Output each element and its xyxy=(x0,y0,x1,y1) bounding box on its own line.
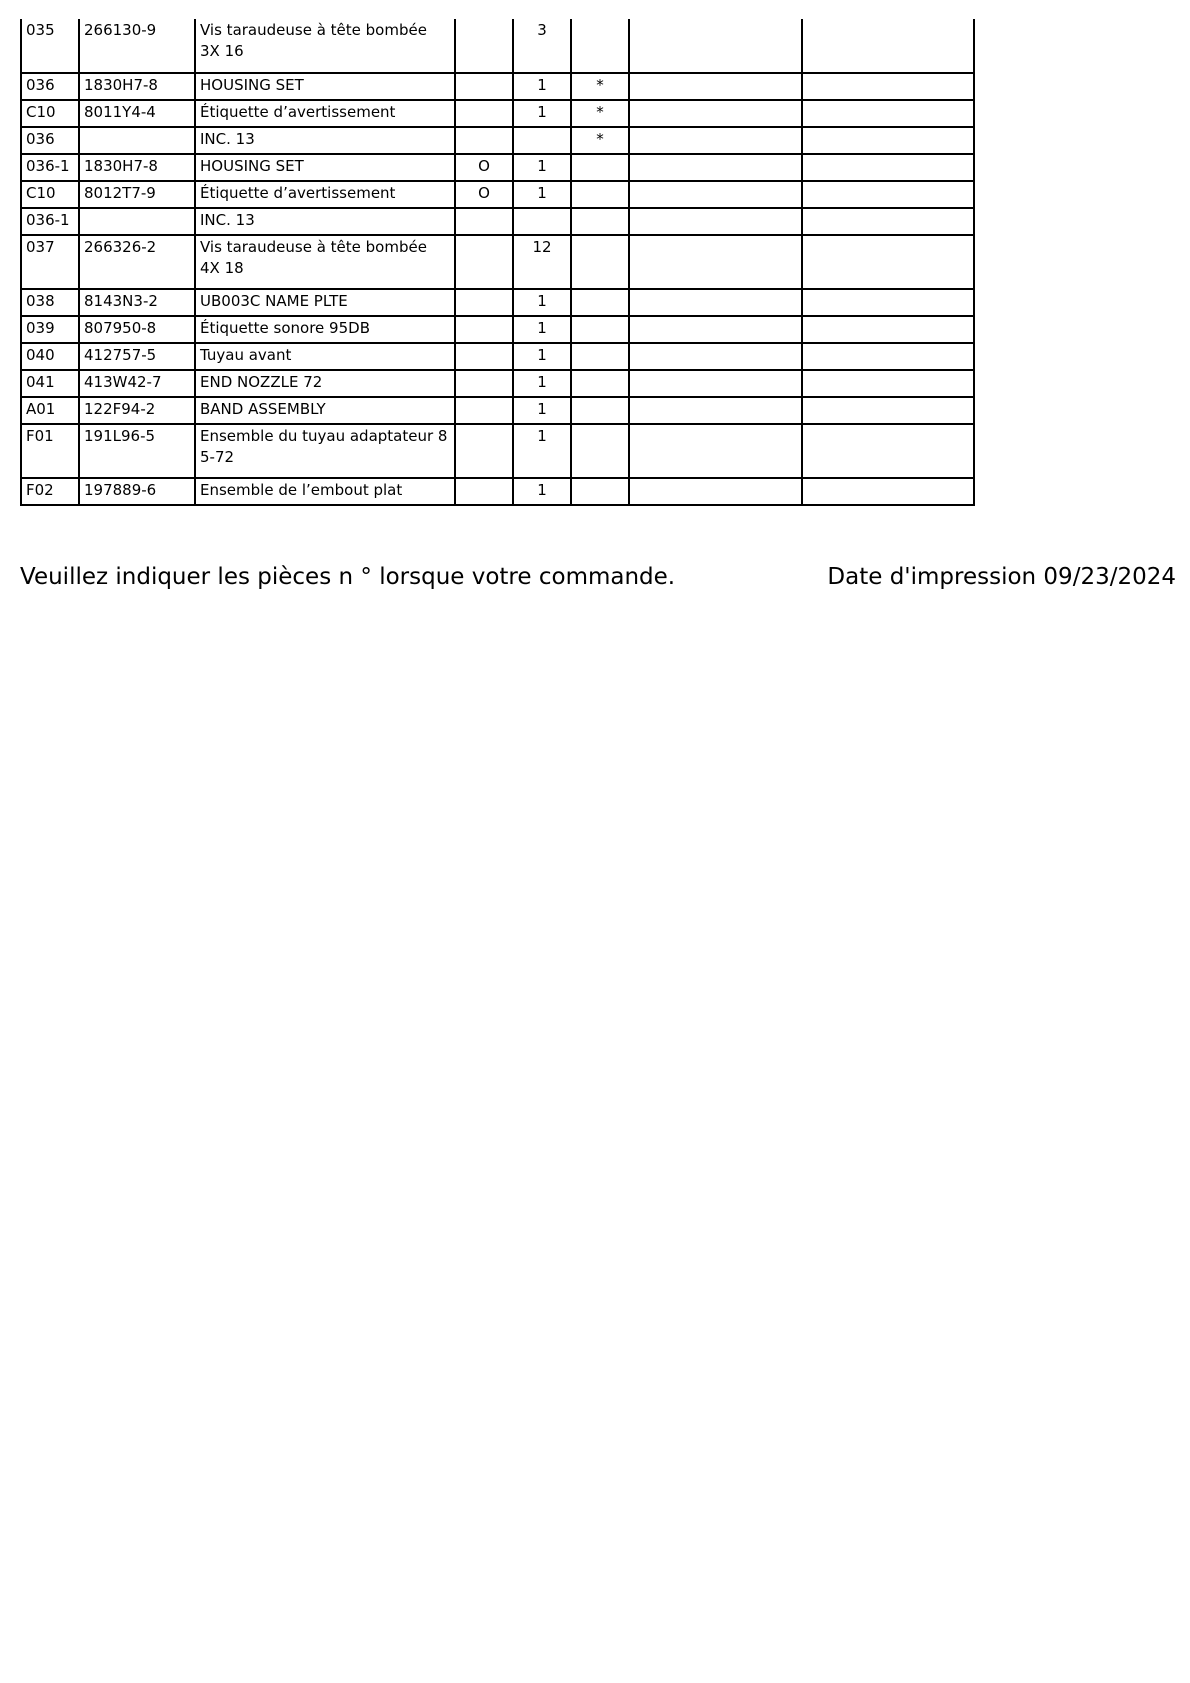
remarks-cell-text xyxy=(807,236,969,237)
quantity-cell-text xyxy=(518,209,566,210)
ref-number-cell xyxy=(21,424,79,478)
table-row xyxy=(21,316,974,343)
option-cell-text xyxy=(460,128,508,129)
ref-number-cell xyxy=(21,343,79,370)
ref-number-cell-text: 039 xyxy=(26,319,55,337)
mark-cell xyxy=(571,478,629,505)
option-cell-text: O xyxy=(478,157,490,175)
part-number-cell-text xyxy=(84,209,190,210)
remarks-cell xyxy=(802,316,974,343)
quantity-cell-text: 1 xyxy=(537,292,547,310)
table-row xyxy=(21,154,974,181)
note-cell xyxy=(629,424,802,478)
remarks-cell xyxy=(802,181,974,208)
option-cell-text xyxy=(460,19,508,20)
part-number-cell xyxy=(79,424,195,478)
quantity-cell-text: 1 xyxy=(537,76,547,94)
table-row xyxy=(21,100,974,127)
description-cell-text: Ensemble de l’embout plat xyxy=(200,481,403,499)
remarks-cell xyxy=(802,424,974,478)
quantity-cell xyxy=(513,208,571,235)
mark-cell xyxy=(571,235,629,289)
ref-number-cell xyxy=(21,100,79,127)
note-cell-text xyxy=(634,155,797,156)
ref-number-cell-text: C10 xyxy=(26,103,56,121)
quantity-cell xyxy=(513,424,571,478)
mark-cell-text xyxy=(576,236,624,237)
order-instruction-note: Veuillez indiquer les pièces n ° lorsque votre commande. xyxy=(20,564,676,590)
ref-number-cell-text: 036 xyxy=(26,76,55,94)
part-number-cell xyxy=(79,154,195,181)
quantity-cell xyxy=(513,478,571,505)
quantity-cell-text: 1 xyxy=(537,346,547,364)
option-cell xyxy=(455,370,513,397)
part-number-cell xyxy=(79,127,195,154)
option-cell xyxy=(455,424,513,478)
remarks-cell-text xyxy=(807,479,969,480)
part-number-cell-text: 8012T7-9 xyxy=(84,184,156,202)
ref-number-cell xyxy=(21,19,79,73)
ref-number-cell xyxy=(21,208,79,235)
part-number-cell xyxy=(79,397,195,424)
description-cell xyxy=(195,154,455,181)
parts-table xyxy=(20,19,975,506)
part-number-cell-text xyxy=(84,128,190,129)
option-cell xyxy=(455,289,513,316)
table-row xyxy=(21,397,974,424)
mark-cell xyxy=(571,289,629,316)
remarks-cell xyxy=(802,100,974,127)
part-number-cell-text: 1830H7-8 xyxy=(84,76,158,94)
mark-cell-text: * xyxy=(596,130,604,148)
description-cell-text: Ensemble du tuyau adaptateur 8 5-72 xyxy=(200,427,448,466)
remarks-cell-text xyxy=(807,128,969,129)
mark-cell xyxy=(571,19,629,73)
description-cell-text: Étiquette d’avertissement xyxy=(200,184,396,202)
remarks-cell xyxy=(802,397,974,424)
ref-number-cell xyxy=(21,127,79,154)
quantity-cell xyxy=(513,73,571,100)
quantity-cell-text: 1 xyxy=(537,400,547,418)
option-cell xyxy=(455,154,513,181)
table-row xyxy=(21,343,974,370)
description-cell-text: Vis taraudeuse à tête bombée 3X 16 xyxy=(200,21,427,60)
mark-cell-text xyxy=(576,425,624,426)
description-cell xyxy=(195,289,455,316)
description-cell xyxy=(195,235,455,289)
mark-cell-text xyxy=(576,209,624,210)
description-cell-text: INC. 13 xyxy=(200,130,255,148)
mark-cell-text xyxy=(576,479,624,480)
part-number-cell-text: 197889-6 xyxy=(84,481,157,499)
ref-number-cell xyxy=(21,73,79,100)
note-cell xyxy=(629,343,802,370)
remarks-cell xyxy=(802,208,974,235)
table-row xyxy=(21,370,974,397)
option-cell-text xyxy=(460,236,508,237)
note-cell-text xyxy=(634,101,797,102)
option-cell xyxy=(455,316,513,343)
mark-cell xyxy=(571,316,629,343)
remarks-cell-text xyxy=(807,290,969,291)
ref-number-cell xyxy=(21,181,79,208)
note-cell-text xyxy=(634,398,797,399)
description-cell xyxy=(195,478,455,505)
description-cell xyxy=(195,19,455,73)
quantity-cell xyxy=(513,289,571,316)
note-cell xyxy=(629,370,802,397)
remarks-cell xyxy=(802,19,974,73)
part-number-cell xyxy=(79,370,195,397)
quantity-cell xyxy=(513,343,571,370)
remarks-cell xyxy=(802,343,974,370)
quantity-cell-text xyxy=(518,128,566,129)
note-cell-text xyxy=(634,371,797,372)
mark-cell-text xyxy=(576,182,624,183)
part-number-cell-text: 266130-9 xyxy=(84,21,157,39)
ref-number-cell-text: F02 xyxy=(26,481,54,499)
option-cell-text xyxy=(460,371,508,372)
option-cell xyxy=(455,181,513,208)
note-cell xyxy=(629,316,802,343)
option-cell-text xyxy=(460,209,508,210)
table-row xyxy=(21,424,974,478)
description-cell-text: BAND ASSEMBLY xyxy=(200,400,326,418)
option-cell xyxy=(455,73,513,100)
table-row xyxy=(21,181,974,208)
part-number-cell-text: 191L96-5 xyxy=(84,427,156,445)
remarks-cell-text xyxy=(807,19,969,20)
description-cell-text: Étiquette d’avertissement xyxy=(200,103,396,121)
quantity-cell xyxy=(513,154,571,181)
description-cell xyxy=(195,127,455,154)
option-cell-text: O xyxy=(478,184,490,202)
option-cell-text xyxy=(460,101,508,102)
quantity-cell-text: 12 xyxy=(532,238,552,256)
description-cell-text: HOUSING SET xyxy=(200,76,304,94)
quantity-cell-text: 1 xyxy=(537,103,547,121)
note-cell-text xyxy=(634,74,797,75)
description-cell xyxy=(195,100,455,127)
part-number-cell xyxy=(79,316,195,343)
mark-cell-text xyxy=(576,290,624,291)
remarks-cell xyxy=(802,235,974,289)
note-cell xyxy=(629,100,802,127)
option-cell xyxy=(455,100,513,127)
remarks-cell xyxy=(802,289,974,316)
mark-cell-text: * xyxy=(596,76,604,94)
part-number-cell xyxy=(79,19,195,73)
description-cell-text: HOUSING SET xyxy=(200,157,304,175)
ref-number-cell xyxy=(21,235,79,289)
option-cell-text xyxy=(460,398,508,399)
description-cell-text: INC. 13 xyxy=(200,211,255,229)
option-cell xyxy=(455,19,513,73)
quantity-cell xyxy=(513,19,571,73)
part-number-cell-text: 413W42-7 xyxy=(84,373,162,391)
note-cell-text xyxy=(634,425,797,426)
remarks-cell-text xyxy=(807,398,969,399)
remarks-cell xyxy=(802,127,974,154)
mark-cell-text xyxy=(576,398,624,399)
option-cell xyxy=(455,235,513,289)
quantity-cell xyxy=(513,397,571,424)
option-cell-text xyxy=(460,317,508,318)
description-cell xyxy=(195,316,455,343)
ref-number-cell xyxy=(21,289,79,316)
part-number-cell xyxy=(79,208,195,235)
remarks-cell-text xyxy=(807,344,969,345)
note-cell-text xyxy=(634,209,797,210)
parts-table-body xyxy=(21,19,974,505)
note-cell xyxy=(629,235,802,289)
mark-cell xyxy=(571,181,629,208)
note-cell-text xyxy=(634,236,797,237)
mark-cell-text xyxy=(576,371,624,372)
note-cell xyxy=(629,181,802,208)
remarks-cell-text xyxy=(807,182,969,183)
ref-number-cell-text: 036-1 xyxy=(26,157,70,175)
remarks-cell-text xyxy=(807,101,969,102)
ref-number-cell-text: 036-1 xyxy=(26,211,70,229)
print-date: Date d'impression 09/23/2024 xyxy=(827,564,1176,590)
table-row xyxy=(21,73,974,100)
option-cell xyxy=(455,478,513,505)
remarks-cell-text xyxy=(807,371,969,372)
quantity-cell xyxy=(513,235,571,289)
note-cell xyxy=(629,73,802,100)
note-cell-text xyxy=(634,128,797,129)
quantity-cell-text: 1 xyxy=(537,373,547,391)
remarks-cell xyxy=(802,73,974,100)
quantity-cell-text: 1 xyxy=(537,184,547,202)
mark-cell xyxy=(571,424,629,478)
part-number-cell-text: 1830H7-8 xyxy=(84,157,158,175)
part-number-cell-text: 807950-8 xyxy=(84,319,157,337)
note-cell-text xyxy=(634,317,797,318)
table-row xyxy=(21,127,974,154)
option-cell xyxy=(455,397,513,424)
part-number-cell-text: 122F94-2 xyxy=(84,400,156,418)
description-cell xyxy=(195,397,455,424)
part-number-cell xyxy=(79,181,195,208)
mark-cell xyxy=(571,208,629,235)
note-cell xyxy=(629,289,802,316)
mark-cell-text xyxy=(576,19,624,20)
table-row xyxy=(21,208,974,235)
quantity-cell xyxy=(513,127,571,154)
part-number-cell-text: 8011Y4-4 xyxy=(84,103,156,121)
option-cell-text xyxy=(460,344,508,345)
quantity-cell-text: 1 xyxy=(537,481,547,499)
table-row xyxy=(21,289,974,316)
description-cell-text: UB003C NAME PLTE xyxy=(200,292,348,310)
mark-cell xyxy=(571,127,629,154)
ref-number-cell-text: C10 xyxy=(26,184,56,202)
part-number-cell xyxy=(79,289,195,316)
mark-cell xyxy=(571,343,629,370)
description-cell-text: Vis taraudeuse à tête bombée 4X 18 xyxy=(200,238,427,277)
quantity-cell-text: 1 xyxy=(537,427,547,445)
note-cell-text xyxy=(634,182,797,183)
remarks-cell-text xyxy=(807,317,969,318)
description-cell xyxy=(195,370,455,397)
remarks-cell xyxy=(802,478,974,505)
note-cell xyxy=(629,154,802,181)
ref-number-cell xyxy=(21,478,79,505)
quantity-cell-text: 3 xyxy=(537,21,547,39)
ref-number-cell xyxy=(21,370,79,397)
mark-cell xyxy=(571,100,629,127)
ref-number-cell-text: 041 xyxy=(26,373,55,391)
ref-number-cell-text: 038 xyxy=(26,292,55,310)
quantity-cell xyxy=(513,370,571,397)
note-cell xyxy=(629,19,802,73)
mark-cell xyxy=(571,154,629,181)
part-number-cell-text: 412757-5 xyxy=(84,346,157,364)
description-cell xyxy=(195,343,455,370)
table-row xyxy=(21,235,974,289)
note-cell xyxy=(629,478,802,505)
description-cell xyxy=(195,208,455,235)
note-cell-text xyxy=(634,344,797,345)
description-cell-text: Tuyau avant xyxy=(200,346,292,364)
part-number-cell xyxy=(79,73,195,100)
note-cell xyxy=(629,397,802,424)
ref-number-cell xyxy=(21,316,79,343)
mark-cell-text xyxy=(576,317,624,318)
mark-cell xyxy=(571,397,629,424)
quantity-cell xyxy=(513,316,571,343)
ref-number-cell-text: 037 xyxy=(26,238,55,256)
part-number-cell xyxy=(79,478,195,505)
quantity-cell xyxy=(513,100,571,127)
note-cell-text xyxy=(634,479,797,480)
remarks-cell-text xyxy=(807,425,969,426)
remarks-cell-text xyxy=(807,74,969,75)
option-cell xyxy=(455,208,513,235)
ref-number-cell-text: 040 xyxy=(26,346,55,364)
table-row xyxy=(21,19,974,73)
ref-number-cell xyxy=(21,397,79,424)
quantity-cell-text: 1 xyxy=(537,319,547,337)
part-number-cell xyxy=(79,235,195,289)
ref-number-cell-text: 036 xyxy=(26,130,55,148)
quantity-cell-text: 1 xyxy=(537,157,547,175)
note-cell-text xyxy=(634,19,797,20)
option-cell xyxy=(455,127,513,154)
option-cell-text xyxy=(460,290,508,291)
note-cell-text xyxy=(634,290,797,291)
ref-number-cell xyxy=(21,154,79,181)
mark-cell-text: * xyxy=(596,103,604,121)
note-cell xyxy=(629,208,802,235)
remarks-cell-text xyxy=(807,209,969,210)
remarks-cell xyxy=(802,370,974,397)
quantity-cell xyxy=(513,181,571,208)
option-cell-text xyxy=(460,74,508,75)
ref-number-cell-text: 035 xyxy=(26,21,55,39)
part-number-cell-text: 266326-2 xyxy=(84,238,157,256)
option-cell xyxy=(455,343,513,370)
mark-cell-text xyxy=(576,155,624,156)
mark-cell xyxy=(571,73,629,100)
part-number-cell-text: 8143N3-2 xyxy=(84,292,158,310)
ref-number-cell-text: F01 xyxy=(26,427,54,445)
table-row xyxy=(21,478,974,505)
description-cell-text: Étiquette sonore 95DB xyxy=(200,319,370,337)
part-number-cell xyxy=(79,100,195,127)
note-cell xyxy=(629,127,802,154)
remarks-cell-text xyxy=(807,155,969,156)
part-number-cell xyxy=(79,343,195,370)
mark-cell-text xyxy=(576,344,624,345)
remarks-cell xyxy=(802,154,974,181)
description-cell xyxy=(195,73,455,100)
description-cell xyxy=(195,424,455,478)
description-cell-text: END NOZZLE 72 xyxy=(200,373,323,391)
description-cell xyxy=(195,181,455,208)
ref-number-cell-text: A01 xyxy=(26,400,56,418)
option-cell-text xyxy=(460,425,508,426)
option-cell-text xyxy=(460,479,508,480)
mark-cell xyxy=(571,370,629,397)
